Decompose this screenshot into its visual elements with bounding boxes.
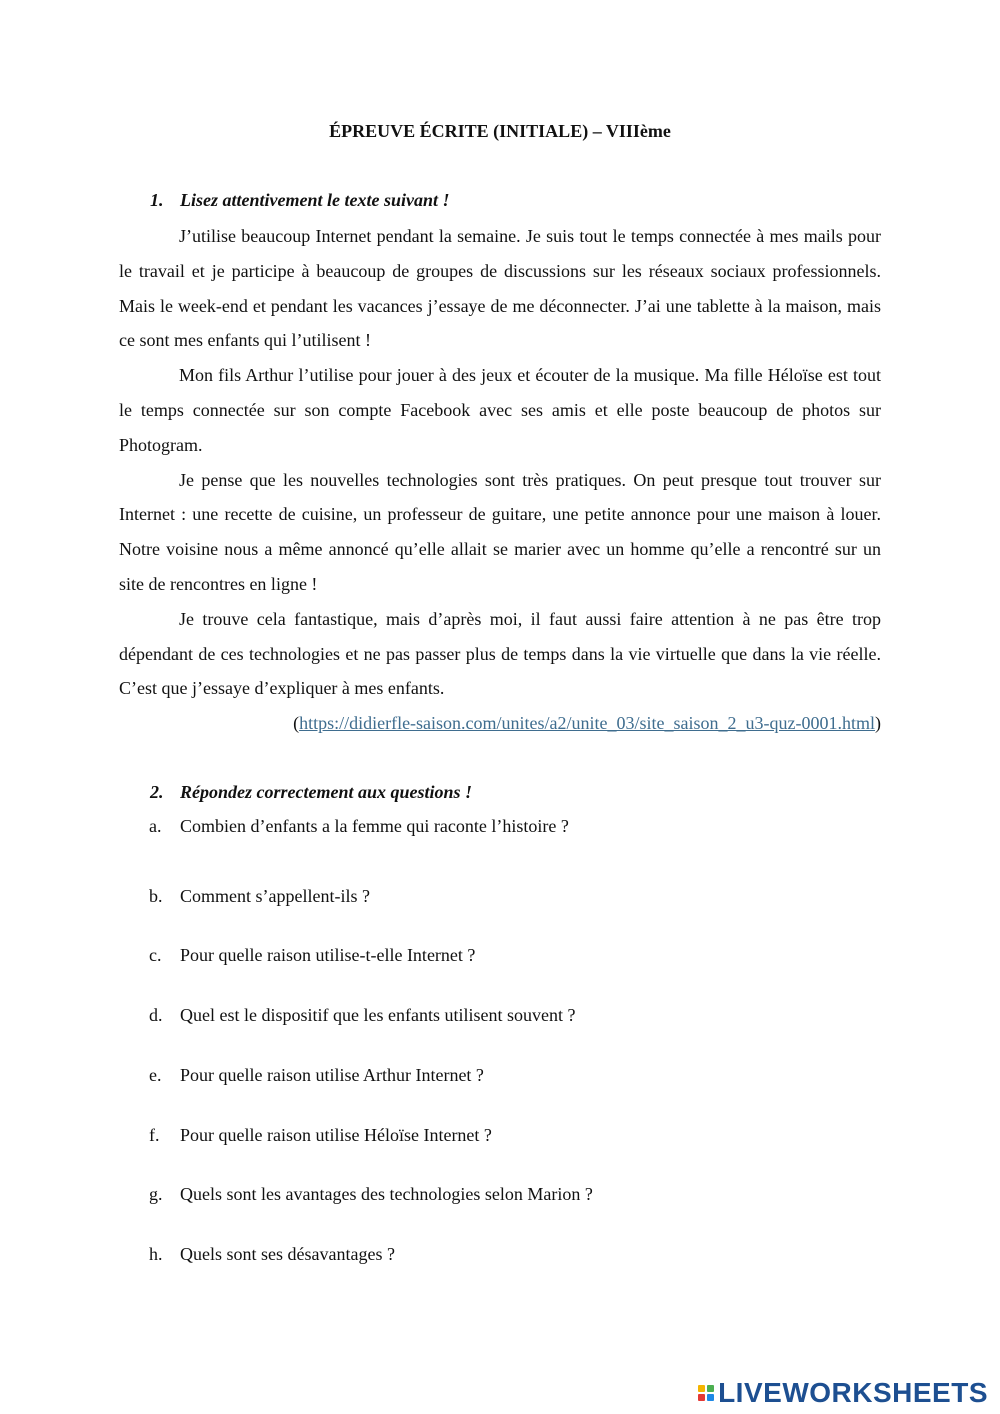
question-text: Quels sont ses désavantages ? xyxy=(180,1244,395,1264)
question-item xyxy=(149,1002,575,1028)
question-item xyxy=(149,1181,593,1207)
liveworksheets-logo xyxy=(698,1378,988,1408)
section-1-heading-text: Lisez attentivement le texte suivant ! xyxy=(180,190,450,210)
question-item xyxy=(149,942,475,968)
source-close-paren: ) xyxy=(875,713,881,734)
question-text: Comment s’appellent-ils ? xyxy=(180,886,370,906)
logo-square xyxy=(707,1385,714,1392)
passage-paragraph: Je trouve cela fantastique, mais d’après moi, il faut aussi faire attention à ne pas être trop dépendant de ces technologies et ne pas passer plus de temps dans la vie virtuelle que dans la vie réelle. C’est que j’essaye d’expliquer à mes enfants. xyxy=(119,608,881,699)
section-1-number: 1. xyxy=(150,190,164,210)
logo-square xyxy=(698,1385,705,1392)
question-letter: a. xyxy=(149,816,162,836)
question-letter: b. xyxy=(149,886,163,906)
question-item xyxy=(149,1122,492,1148)
reading-passage xyxy=(119,219,881,741)
question-letter: f. xyxy=(149,1125,160,1145)
question-letter: h. xyxy=(149,1244,163,1264)
question-text: Pour quelle raison utilise Arthur Internet ? xyxy=(180,1065,484,1085)
question-letter: e. xyxy=(149,1065,162,1085)
section-2-number: 2. xyxy=(150,782,164,802)
question-text: Quel est le dispositif que les enfants utilisent souvent ? xyxy=(180,1005,576,1025)
section-2-heading-text: Répondez correctement aux questions ! xyxy=(180,782,473,802)
question-text: Pour quelle raison utilise Héloïse Internet ? xyxy=(180,1125,492,1145)
source-link[interactable]: https://didierfle-saison.com/unites/a2/unite_03/site_saison_2_u3-quz-0001.html xyxy=(299,713,875,734)
question-text: Pour quelle raison utilise-t-elle Internet ? xyxy=(180,945,476,965)
source-open-paren: ( xyxy=(293,713,300,734)
liveworksheets-logo-icon xyxy=(698,1385,714,1401)
passage-paragraph: Je pense que les nouvelles technologies sont très pratiques. On peut presque tout trouver sur Internet : une recette de cuisine, un professeur de guitare, une petite annonce pour une maison à louer. Notre voisine nous a même annoncé qu’elle allait se marier avec un homme qu’elle a rencontré sur un site de rencontres en ligne ! xyxy=(119,469,881,594)
question-letter: c. xyxy=(149,945,162,965)
liveworksheets-logo-text: LIVEWORKSHEETS xyxy=(718,1377,988,1408)
section-1-heading xyxy=(150,187,449,213)
question-item xyxy=(149,883,370,909)
question-letter: d. xyxy=(149,1005,163,1025)
logo-square xyxy=(707,1394,714,1401)
question-letter: g. xyxy=(149,1184,163,1204)
passage-source xyxy=(119,706,881,741)
passage-paragraph: Mon fils Arthur l’utilise pour jouer à des jeux et écouter de la musique. Ma fille Héloïse est tout le temps connectée sur son compte Facebook avec ses amis et elle poste beaucoup de photos sur Photogram. xyxy=(119,365,881,455)
page-title: ÉPREUVE ÉCRITE (INITIALE) – VIIIème xyxy=(329,121,671,141)
question-item xyxy=(149,1062,484,1088)
logo-square xyxy=(698,1394,705,1401)
section-2-heading xyxy=(150,779,472,805)
question-item xyxy=(149,1241,395,1267)
passage-paragraph: J’utilise beaucoup Internet pendant la semaine. Je suis tout le temps connectée à mes mails pour le travail et je participe à beaucoup de groupes de discussions sur les réseaux sociaux professionnels. Mais le week-end et pendant les vacances j’essaye de me déconnecter. J’ai une tablette à la maison, mais ce sont mes enfants qui l’utilisent ! xyxy=(119,226,881,351)
question-text: Combien d’enfants a la femme qui raconte l’histoire ? xyxy=(180,816,569,836)
question-item xyxy=(149,813,569,839)
question-text: Quels sont les avantages des technologies selon Marion ? xyxy=(180,1184,593,1204)
